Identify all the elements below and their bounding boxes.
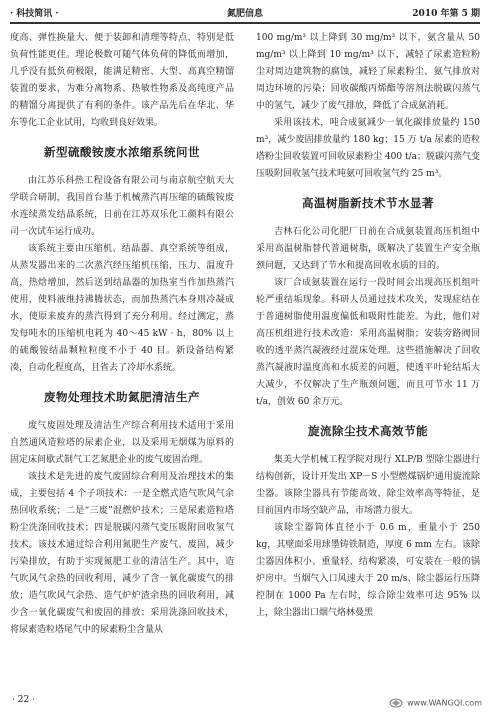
- section2-paragraph-2: 该技术是先进的废气废固综合利用及治理技术的集成，主要包括 4 个子项技术：一是全燃式造气吹风气余热回收系统；二是“三废”混燃炉技术；三是尿素造粒塔粉尘洗涤回收技术；四是脱碳闪蒸气变压吸附回收氢气技术。该技术通过综合利用氮肥生产废气、废固，减少污染排放，有助于实现氮肥工业的清洁生产。其中，造气吹风气余热的回收利用，减少了含一氧化碳废气的排放；造气吹风气余热、造气炉炉渣余热的回收利用，减少含一氧化碳废气和废固的排放；采用洗涤回收技术，将尿素造粒塔尾气中的尿素粉尘含量从: [10, 472, 234, 635]
- left-column: [10, 30, 234, 639]
- issue-label: 2010 年第 5 期: [412, 9, 480, 19]
- section4-paragraph-1: 集美大学机械工程学院对现行 XLP/B 型除尘器进行结构创新，设计开发出 XP－S 小型燃煤锅炉通用旋流除尘器。该除尘器具有节能高效、除尘效率高等特征，是目前国内市场空缺产品，市场潜力很大。: [256, 455, 480, 516]
- section-title-resin: 高温树脂新技术节水显著: [302, 196, 434, 210]
- page-header: [10, 4, 480, 24]
- section3-paragraph-1: 吉林石化公司化肥厂日前在合成氨装置高压机组中采用高温树脂替代普通树脂，既解决了装置生产安全瓶颈问题，又达到了节水和提高回收水质的目的。: [256, 227, 480, 271]
- journal-title: 氮肥信息: [226, 9, 263, 19]
- watermark: [389, 698, 482, 708]
- section1-paragraph-1: 由江苏乐科热工程设备有限公司与南京航空航天大学联合研制，我国首台基于机械蒸汽再压缩的硫酸铵废水连续蒸发结晶系统，日前在江苏双乐化工颜料有限公司一次试车运行成功。: [10, 176, 234, 237]
- watermark-logo-icon: [389, 698, 403, 708]
- intro-paragraph: 度高、弹性换量大、便于装卸和清理等特点，特别是低负荷性能更佳。理论极数可随气体负荷的降低而增加，几乎没有低负荷极限，能满足精密、大型、高真空精馏装置的要求，为难分离物系、热敏性物系及高纯度产品的精馏分离提供了有利的条件。该产品先后在华北、华东等化工企业试用，均收到良好效果。: [10, 33, 234, 128]
- right-column: [256, 30, 480, 622]
- continued-paragraph-2: 采用该技术，吨合成氨减少一氧化碳排放量约 150 m³，减少废固排放量约 180 kg；15 万 t/a 尿素的造粒塔粉尘回收装置可回收尿素粉尘 400 t/a；脱碳闪蒸气变压吸附回收氢气技术吨氨可回收氢气约 25 m³。: [256, 118, 480, 179]
- page-number: · 22 ·: [12, 695, 35, 705]
- section2-paragraph-1: 废气废固处理及清洁生产综合利用技术适用于采用自然通风造粒塔的尿素企业，以及采用无烟煤为原料的固定床间歇式制气工艺氮肥企业的废气废固治理。: [10, 421, 234, 465]
- section4-paragraph-2: 该除尘器筒体直径小于 0.6 m，重量小于 250 kg，其壁面采用球墨铸铁制造，厚度 6 mm 左右。该除尘器因体积小、重量轻、结构紧凑，可安装在一般的锅炉房中。当烟气入口风速大于 20 m/s、除尘器运行压降控制在 1000 Pa 左右时，综合除尘效率可达 95% 以上，除尘器出口烟气烙林曼黑: [256, 523, 480, 618]
- section-title-waste-treatment: 废物处理技术助氮肥清洁生产: [44, 390, 200, 404]
- section1-paragraph-2: 该系统主要由压缩机、结晶器、真空系统等组成，从蒸发器出来的二次蒸汽经压缩机压缩，压力、温度升高，热焓增加，然后送到结晶器的加热室当作加热蒸汽使用，使料液维持沸腾状态，而加热蒸汽本身则冷凝成水，使原来废弃的蒸汽得到了充分利用。经过测定，蒸发每吨水的压缩机电耗为 40～45 kW · h，80% 以上的硫酸铵结晶颗粒粒度不小于 40 目。新设备结构紧凑，自动化程度高，且省去了冷却水系统。: [10, 244, 234, 373]
- section3-paragraph-2: 该厂合成氨装置在运行一段时间会出现高压机组叶轮严重结垢现象。科研人员通过技术攻关，发现症结在于普通树脂使用温度偏低和吸附性能差。为此，他们对高压机组进行技术改造：采用高温树脂；安装旁路阀回收的透平蒸汽凝液经过混床处理。这些措施解决了回收蒸汽凝液时温度高和水质差的问题，使透平叶轮结垢大大减少，不仅解决了生产瓶颈问题，而且可节水 11 万 t/a，创效 60 余万元。: [256, 278, 480, 407]
- journal-column-tag: · 科技简讯 ·: [10, 9, 59, 19]
- section-title-ammonium-sulfate: 新型硫酸铵废水浓缩系统问世: [44, 145, 200, 159]
- section-title-dust-removal: 旋流除尘技术高效节能: [308, 424, 428, 438]
- continued-paragraph: 100 mg/m³ 以上降到 30 mg/m³ 以下，氨含量从 50 mg/m³ 以上降到 10 mg/m³ 以下，减轻了尿素造粒粉尘对周边建筑物的腐蚀，减轻了尿素粉尘、氨气排放对周边环境的污染；回收碳酸丙烯酯等溶剂法脱碳闪蒸气中的氢气，减少了废气排放，降低了合成氨消耗。: [256, 33, 480, 111]
- watermark-text: www.WANGQI.com: [407, 698, 482, 708]
